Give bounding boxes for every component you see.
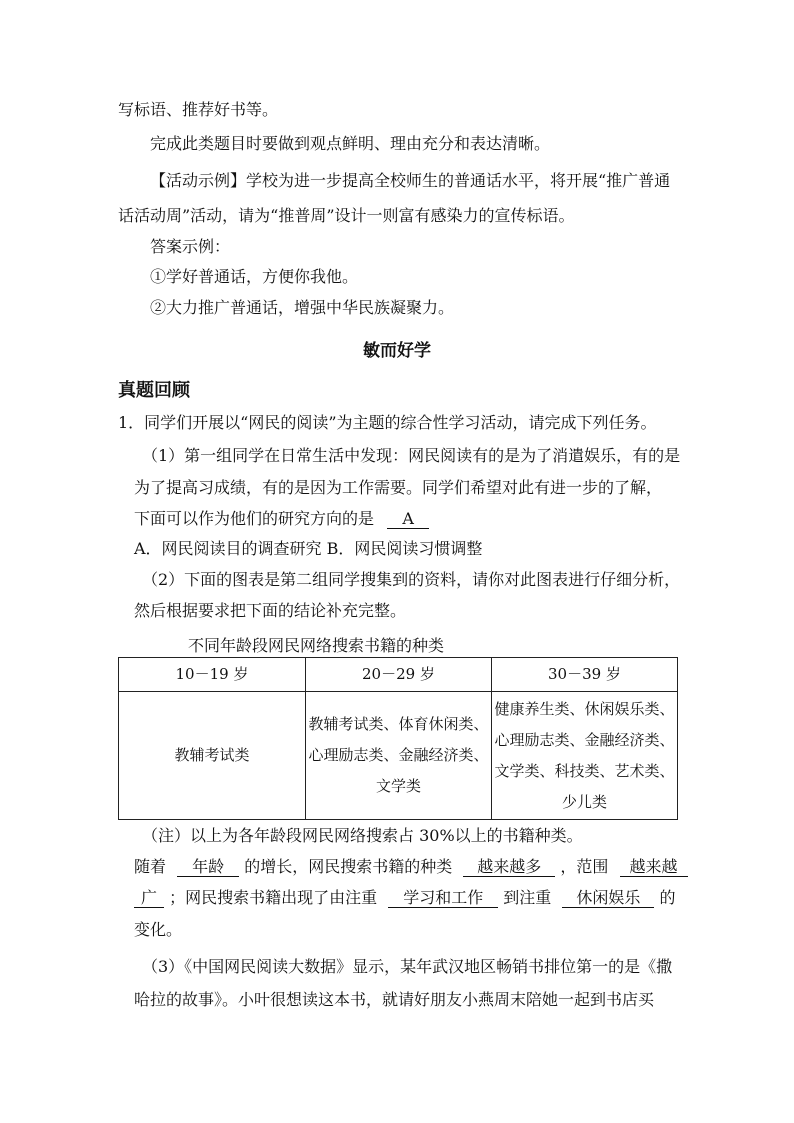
text-segment: 到注重 bbox=[503, 888, 552, 907]
text-segment: 下面可以作为他们的研究方向的是 bbox=[134, 509, 375, 528]
table-caption: 不同年龄段网民网络搜索书籍的种类 bbox=[188, 636, 445, 655]
conclusion-line-1 bbox=[134, 857, 688, 877]
text-line: 为了提高习成绩，有的是因为工作需要。同学们希望对此有进一步的了解， bbox=[134, 478, 663, 497]
table-header-row bbox=[119, 658, 678, 692]
cell-line: 文学类、科技类、艺术类、 bbox=[494, 761, 675, 780]
text-line bbox=[134, 509, 429, 529]
table-note: （注）以上为各年龄段网民网络搜索占 30%以上的书籍种类。 bbox=[142, 826, 583, 845]
table-header-cell: 20－29 岁 bbox=[306, 658, 492, 692]
answer-blank: 越来越多 bbox=[463, 858, 555, 877]
table-header-cell: 10－19 岁 bbox=[119, 658, 306, 692]
table-cell bbox=[306, 692, 492, 820]
text-line: 话活动周”活动，请为“推普周”设计一则富有感染力的宣传标语。 bbox=[118, 206, 575, 225]
answer-blank: 年龄 bbox=[177, 858, 239, 877]
text-line: （3）《中国网民阅读大数据》显示，某年武汉地区畅销书排位第一的是《撒 bbox=[142, 957, 673, 976]
text-line: （1）第一组同学在日常生活中发现：网民阅读有的是为了消遣娱乐，有的是 bbox=[142, 446, 681, 465]
answer-blank: 越来越 bbox=[620, 858, 688, 877]
cell-line: 教辅考试类、体育休闲类、 bbox=[308, 715, 489, 733]
section-title: 敏而好学 bbox=[363, 341, 431, 361]
cell-line: 心理励志类、金融经济类、 bbox=[494, 730, 675, 749]
answer-blank: 广 bbox=[134, 889, 164, 908]
options: A．网民阅读目的调查研究 B．网民阅读习惯调整 bbox=[134, 539, 483, 558]
conclusion-line-2 bbox=[134, 888, 676, 908]
text-line: 哈拉的故事》。小叶很想读这本书，就请好朋友小燕周末陪她一起到书店买 bbox=[134, 990, 655, 1009]
text-segment: ，范围 bbox=[560, 857, 609, 876]
cell-line: 文学类 bbox=[375, 777, 421, 795]
table-header-cell: 30－39 岁 bbox=[492, 658, 678, 692]
text-line: 答案示例： bbox=[150, 237, 231, 256]
text-line: 【活动示例】学校为进一步提高全校师生的普通话水平，将开展“推广普通 bbox=[150, 171, 671, 190]
text-line: ②大力推广普通话，增强中华民族凝聚力。 bbox=[150, 298, 455, 317]
text-line: 然后根据要求把下面的结论补充完整。 bbox=[134, 601, 407, 620]
table-cell bbox=[492, 692, 678, 820]
text-line: （2）下面的图表是第二组同学搜集到的资料，请你对此图表进行仔细分析， bbox=[142, 570, 681, 589]
text-segment: ；网民搜索书籍出现了由注重 bbox=[169, 888, 378, 907]
text-line: 写标语、推荐好书等。 bbox=[118, 100, 279, 119]
cell-line: 少儿类 bbox=[561, 792, 607, 811]
cell-line: 心理励志类、金融经济类、 bbox=[308, 746, 489, 764]
text-line: ①学好普通话，方便你我他。 bbox=[150, 267, 359, 286]
text-segment: 的 bbox=[659, 888, 676, 907]
text-segment: 的增长，网民搜索书籍的种类 bbox=[244, 857, 453, 876]
table-cell: 教辅考试类 bbox=[119, 692, 306, 820]
answer-blank: A bbox=[387, 510, 429, 529]
data-table bbox=[118, 657, 678, 820]
text-line: 完成此类题目时要做到观点鲜明、理由充分和表达清晰。 bbox=[150, 134, 551, 153]
text-line: 变化。 bbox=[134, 920, 183, 939]
answer-blank: 休闲娱乐 bbox=[562, 889, 654, 908]
text-segment: 随着 bbox=[134, 857, 167, 876]
question-stem: 1．同学们开展以“网民的阅读”为主题的综合性学习活动，请完成下列任务。 bbox=[118, 413, 657, 432]
cell-line: 健康养生类、休闲娱乐类、 bbox=[494, 699, 675, 718]
answer-blank: 学习和工作 bbox=[388, 889, 498, 908]
subsection-title: 真题回顾 bbox=[118, 380, 190, 401]
table-row bbox=[119, 692, 678, 820]
